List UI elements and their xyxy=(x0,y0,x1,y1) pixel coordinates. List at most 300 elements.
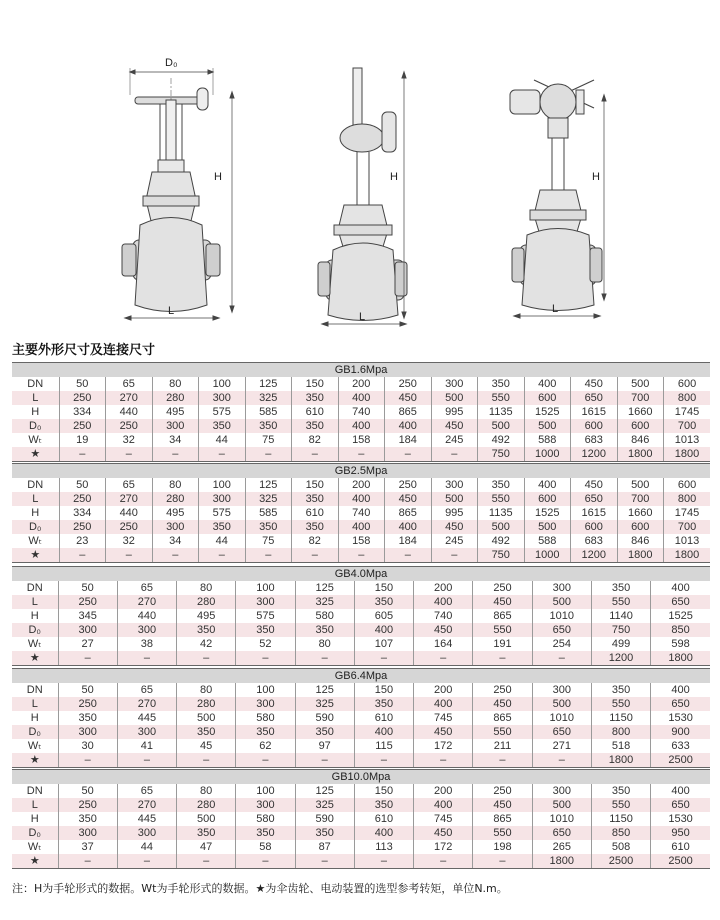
table-row xyxy=(12,697,710,711)
row-label: Wₜ xyxy=(12,637,58,651)
table-cell: 300 xyxy=(236,697,295,711)
table-cell: – xyxy=(338,447,385,462)
table-cell: 400 xyxy=(338,492,385,506)
table-cell: 350 xyxy=(58,812,117,826)
table-cell: 2500 xyxy=(591,854,650,869)
table-cell: – xyxy=(152,548,199,563)
table-cell: 113 xyxy=(354,840,413,854)
table-cell: 125 xyxy=(245,377,292,391)
table-cell: 325 xyxy=(295,798,354,812)
table-row xyxy=(12,405,710,419)
spec-table xyxy=(12,566,710,666)
table-cell: 100 xyxy=(236,784,295,798)
table-cell: – xyxy=(431,548,478,563)
table-cell: 350 xyxy=(478,377,525,391)
table-cell: 150 xyxy=(354,683,413,697)
table-cell: 1150 xyxy=(591,812,650,826)
table-cell: – xyxy=(338,548,385,563)
table-cell: 740 xyxy=(414,609,473,623)
row-label: ★ xyxy=(12,447,59,462)
table-cell: 740 xyxy=(338,506,385,520)
table-cell: 700 xyxy=(617,492,664,506)
table-cell: 350 xyxy=(591,683,650,697)
table-cell: 585 xyxy=(245,506,292,520)
l-dimension-label-3: L xyxy=(552,303,559,315)
table-cell: 683 xyxy=(571,534,618,548)
table-cell: 450 xyxy=(571,377,618,391)
table-cell: 650 xyxy=(532,826,591,840)
table-cell: 445 xyxy=(117,711,176,725)
table-cell: 300 xyxy=(431,377,478,391)
row-label: ★ xyxy=(12,854,58,869)
table-cell: 350 xyxy=(354,697,413,711)
table-cell: – xyxy=(414,753,473,768)
spec-table xyxy=(12,769,710,869)
table-cell: 300 xyxy=(152,520,199,534)
handwheel-valve-drawing xyxy=(122,68,234,320)
table-cell: 350 xyxy=(591,784,650,798)
table-cell: – xyxy=(295,651,354,666)
table-cell: 1200 xyxy=(571,548,618,563)
table-cell: 184 xyxy=(385,433,432,447)
table-cell: 550 xyxy=(591,798,650,812)
h-dimension-label-3: H xyxy=(592,171,600,183)
table-cell: 1010 xyxy=(532,609,591,623)
table-cell: 47 xyxy=(177,840,236,854)
table-cell: 500 xyxy=(177,711,236,725)
table-row xyxy=(12,595,710,609)
table-cell: 80 xyxy=(152,478,199,492)
row-label: L xyxy=(12,798,58,812)
table-cell: 325 xyxy=(245,391,292,405)
table-cell: 550 xyxy=(473,826,532,840)
table-cell: 950 xyxy=(651,826,710,840)
table-title: GB2.5Mpa xyxy=(12,464,710,479)
table-cell: 1525 xyxy=(524,506,571,520)
h-dimension-label-2: H xyxy=(390,171,398,183)
table-cell: 350 xyxy=(236,826,295,840)
table-cell: – xyxy=(177,651,236,666)
table-cell: 65 xyxy=(117,683,176,697)
table-cell: 250 xyxy=(106,520,153,534)
table-cell: 450 xyxy=(431,419,478,433)
table-row xyxy=(12,623,710,637)
row-label: Wₜ xyxy=(12,534,59,548)
table-cell: 400 xyxy=(338,391,385,405)
table-cell: 350 xyxy=(354,595,413,609)
table-cell: 1745 xyxy=(664,506,711,520)
table-cell: 250 xyxy=(385,478,432,492)
table-cell: 445 xyxy=(117,812,176,826)
table-cell: 1135 xyxy=(478,506,525,520)
table-cell: 65 xyxy=(117,581,176,595)
table-cell: 610 xyxy=(292,506,339,520)
table-cell: 610 xyxy=(354,812,413,826)
table-cell: 65 xyxy=(106,377,153,391)
table-cell: 700 xyxy=(664,520,711,534)
table-cell: 650 xyxy=(651,798,710,812)
table-cell: 280 xyxy=(177,595,236,609)
table-row xyxy=(12,492,710,506)
table-cell: 150 xyxy=(292,478,339,492)
table-cell: 58 xyxy=(236,840,295,854)
table-cell: 500 xyxy=(431,391,478,405)
table-cell: – xyxy=(292,447,339,462)
table-cell: 100 xyxy=(236,581,295,595)
table-cell: – xyxy=(59,447,106,462)
row-label: H xyxy=(12,405,59,419)
table-cell: – xyxy=(532,651,591,666)
table-row xyxy=(12,548,710,563)
table-cell: 150 xyxy=(292,377,339,391)
table-cell: 1150 xyxy=(591,711,650,725)
table-cell: 400 xyxy=(651,581,710,595)
table-cell: 683 xyxy=(571,433,618,447)
table-row xyxy=(12,520,710,534)
table-row xyxy=(12,725,710,739)
table-cell: 150 xyxy=(354,581,413,595)
table-cell: 500 xyxy=(478,419,525,433)
table-cell: – xyxy=(473,854,532,869)
table-cell: 250 xyxy=(385,377,432,391)
table-cell: 270 xyxy=(106,492,153,506)
table-cell: 450 xyxy=(385,391,432,405)
table-cell: 440 xyxy=(117,609,176,623)
table-row xyxy=(12,534,710,548)
table-cell: 80 xyxy=(177,581,236,595)
table-cell: 82 xyxy=(292,433,339,447)
table-row xyxy=(12,651,710,666)
table-cell: 1660 xyxy=(617,405,664,419)
table-cell: 400 xyxy=(354,623,413,637)
table-row xyxy=(12,609,710,623)
table-cell: 50 xyxy=(58,581,117,595)
table-cell: 115 xyxy=(354,739,413,753)
table-cell: 450 xyxy=(414,725,473,739)
table-cell: – xyxy=(59,548,106,563)
table-row xyxy=(12,739,710,753)
table-cell: 865 xyxy=(473,812,532,826)
table-cell: 450 xyxy=(414,623,473,637)
row-label: D₀ xyxy=(12,520,59,534)
table-cell: 600 xyxy=(664,377,711,391)
table-cell: 590 xyxy=(295,711,354,725)
table-cell: 1745 xyxy=(664,405,711,419)
table-cell: 588 xyxy=(524,433,571,447)
table-cell: – xyxy=(106,548,153,563)
table-cell: 80 xyxy=(177,683,236,697)
table-cell: 250 xyxy=(106,419,153,433)
table-cell: 345 xyxy=(58,609,117,623)
table-cell: – xyxy=(295,854,354,869)
table-cell: 500 xyxy=(617,377,664,391)
table-cell: 610 xyxy=(354,711,413,725)
table-cell: 400 xyxy=(385,520,432,534)
table-cell: 1800 xyxy=(532,854,591,869)
table-cell: 350 xyxy=(292,419,339,433)
table-cell: 50 xyxy=(59,377,106,391)
table-cell: 75 xyxy=(245,534,292,548)
table-cell: 1140 xyxy=(591,609,650,623)
table-cell: 325 xyxy=(295,697,354,711)
table-cell: 580 xyxy=(236,711,295,725)
table-cell: 350 xyxy=(292,520,339,534)
table-cell: 280 xyxy=(177,697,236,711)
table-cell: 254 xyxy=(532,637,591,651)
table-cell: 280 xyxy=(152,492,199,506)
table-cell: 590 xyxy=(295,812,354,826)
table-cell: 850 xyxy=(651,623,710,637)
table-cell: 32 xyxy=(106,433,153,447)
table-cell: 450 xyxy=(414,826,473,840)
table-cell: 125 xyxy=(295,581,354,595)
table-cell: 350 xyxy=(236,725,295,739)
table-cell: 1525 xyxy=(524,405,571,419)
table-cell: 499 xyxy=(591,637,650,651)
table-cell: – xyxy=(117,753,176,768)
table-cell: 600 xyxy=(571,520,618,534)
table-cell: 32 xyxy=(106,534,153,548)
table-cell: 125 xyxy=(245,478,292,492)
table-cell: 745 xyxy=(414,711,473,725)
table-cell: – xyxy=(385,548,432,563)
table-cell: 200 xyxy=(338,478,385,492)
table-cell: 1800 xyxy=(664,447,711,462)
table-cell: 750 xyxy=(591,623,650,637)
d0-dimension-label: D₀ xyxy=(165,57,178,69)
table-cell: 300 xyxy=(236,595,295,609)
table-cell: 350 xyxy=(478,478,525,492)
table-cell: 865 xyxy=(473,711,532,725)
table-cell: 800 xyxy=(591,725,650,739)
table-cell: 550 xyxy=(478,391,525,405)
table-cell: 350 xyxy=(245,419,292,433)
table-cell: 45 xyxy=(177,739,236,753)
table-cell: 82 xyxy=(292,534,339,548)
table-cell: 250 xyxy=(58,595,117,609)
table-cell: 27 xyxy=(58,637,117,651)
table-cell: 300 xyxy=(532,784,591,798)
table-cell: 1660 xyxy=(617,506,664,520)
table-cell: 334 xyxy=(59,405,106,419)
table-cell: 450 xyxy=(473,595,532,609)
table-cell: 350 xyxy=(199,520,246,534)
table-cell: – xyxy=(354,753,413,768)
table-cell: 1530 xyxy=(651,711,710,725)
row-label: DN xyxy=(12,377,59,391)
table-cell: 750 xyxy=(478,548,525,563)
l-dimension-label-2: L xyxy=(359,311,366,323)
table-cell: 1615 xyxy=(571,405,618,419)
table-cell: 650 xyxy=(571,391,618,405)
table-cell: 184 xyxy=(385,534,432,548)
table-row xyxy=(12,840,710,854)
table-cell: 100 xyxy=(236,683,295,697)
table-cell: 600 xyxy=(617,520,664,534)
table-cell: 172 xyxy=(414,840,473,854)
table-cell: 300 xyxy=(117,826,176,840)
table-cell: – xyxy=(199,548,246,563)
table-cell: 550 xyxy=(473,623,532,637)
table-cell: 700 xyxy=(617,391,664,405)
table-cell: 600 xyxy=(664,478,711,492)
table-cell: 740 xyxy=(338,405,385,419)
table-cell: 52 xyxy=(236,637,295,651)
table-cell: 610 xyxy=(651,840,710,854)
table-cell: 575 xyxy=(199,506,246,520)
table-title: GB6.4Mpa xyxy=(12,669,710,684)
table-cell: 350 xyxy=(354,798,413,812)
table-cell: 300 xyxy=(152,419,199,433)
table-row xyxy=(12,506,710,520)
table-cell: 250 xyxy=(59,492,106,506)
row-label: DN xyxy=(12,683,58,697)
table-cell: 400 xyxy=(524,377,571,391)
table-row xyxy=(12,391,710,405)
table-row xyxy=(12,581,710,595)
table-cell: 350 xyxy=(295,725,354,739)
table-cell: 250 xyxy=(59,419,106,433)
table-cell: – xyxy=(385,447,432,462)
table-cell: 200 xyxy=(414,784,473,798)
table-cell: 198 xyxy=(473,840,532,854)
row-label: DN xyxy=(12,581,58,595)
table-cell: 500 xyxy=(524,520,571,534)
table-cell: – xyxy=(473,753,532,768)
table-row xyxy=(12,433,710,447)
table-cell: – xyxy=(177,753,236,768)
table-cell: – xyxy=(58,854,117,869)
table-cell: 50 xyxy=(58,683,117,697)
table-cell: 19 xyxy=(59,433,106,447)
table-cell: 1525 xyxy=(651,609,710,623)
table-cell: 400 xyxy=(414,697,473,711)
table-cell: 44 xyxy=(117,840,176,854)
table-cell: – xyxy=(106,447,153,462)
table-cell: 518 xyxy=(591,739,650,753)
table-row xyxy=(12,784,710,798)
spec-table xyxy=(12,463,710,563)
table-cell: – xyxy=(152,447,199,462)
table-cell: 300 xyxy=(532,581,591,595)
bevel-gear-valve-drawing xyxy=(318,68,407,326)
table-cell: 600 xyxy=(617,419,664,433)
table-cell: 200 xyxy=(414,683,473,697)
table-cell: 865 xyxy=(473,609,532,623)
table-cell: – xyxy=(177,854,236,869)
table-cell: 44 xyxy=(199,534,246,548)
table-cell: 508 xyxy=(591,840,650,854)
table-cell: 350 xyxy=(199,419,246,433)
table-cell: 500 xyxy=(177,812,236,826)
table-cell: 125 xyxy=(295,784,354,798)
table-cell: 450 xyxy=(473,798,532,812)
row-label: Wₜ xyxy=(12,433,59,447)
row-label: L xyxy=(12,595,58,609)
table-cell: 41 xyxy=(117,739,176,753)
table-cell: 325 xyxy=(295,595,354,609)
table-cell: 495 xyxy=(152,506,199,520)
table-cell: 500 xyxy=(478,520,525,534)
table-row xyxy=(12,447,710,462)
row-label: D₀ xyxy=(12,419,59,433)
table-cell: 250 xyxy=(58,697,117,711)
table-cell: 350 xyxy=(177,623,236,637)
table-cell: 1013 xyxy=(664,534,711,548)
row-label: H xyxy=(12,711,58,725)
table-cell: 1615 xyxy=(571,506,618,520)
table-row xyxy=(12,478,710,492)
table-cell: 650 xyxy=(651,697,710,711)
table-cell: 400 xyxy=(524,478,571,492)
table-cell: 334 xyxy=(59,506,106,520)
table-cell: 172 xyxy=(414,739,473,753)
table-cell: 80 xyxy=(152,377,199,391)
table-cell: 280 xyxy=(152,391,199,405)
l-dimension-label: L xyxy=(168,305,175,317)
table-cell: 745 xyxy=(414,812,473,826)
table-cell: 400 xyxy=(354,725,413,739)
table-cell: 450 xyxy=(571,478,618,492)
table-cell: 1010 xyxy=(532,711,591,725)
table-cell: 350 xyxy=(236,623,295,637)
row-label: Wₜ xyxy=(12,739,58,753)
table-cell: 600 xyxy=(571,419,618,433)
table-cell: 400 xyxy=(385,419,432,433)
table-cell: 350 xyxy=(177,826,236,840)
table-cell: 300 xyxy=(236,798,295,812)
table-cell: 650 xyxy=(571,492,618,506)
table-cell: 400 xyxy=(338,419,385,433)
table-cell: – xyxy=(245,548,292,563)
table-cell: 2500 xyxy=(651,753,710,768)
table-row xyxy=(12,377,710,391)
table-cell: 800 xyxy=(664,391,711,405)
table-cell: 440 xyxy=(106,405,153,419)
table-cell: 1000 xyxy=(524,447,571,462)
table-cell: 633 xyxy=(651,739,710,753)
table-cell: 300 xyxy=(58,623,117,637)
table-row xyxy=(12,753,710,768)
table-cell: 2500 xyxy=(651,854,710,869)
valve-drawings xyxy=(0,0,720,335)
table-cell: 1530 xyxy=(651,812,710,826)
table-cell: 575 xyxy=(199,405,246,419)
table-cell: 300 xyxy=(58,826,117,840)
table-cell: 1800 xyxy=(617,548,664,563)
table-cell: 270 xyxy=(117,595,176,609)
table-cell: 605 xyxy=(354,609,413,623)
table-cell: – xyxy=(58,651,117,666)
table-cell: 250 xyxy=(473,581,532,595)
table-cell: 350 xyxy=(295,623,354,637)
row-label: L xyxy=(12,697,58,711)
table-cell: – xyxy=(354,854,413,869)
table-cell: 580 xyxy=(295,609,354,623)
table-row xyxy=(12,637,710,651)
row-label: D₀ xyxy=(12,623,58,637)
table-cell: 62 xyxy=(236,739,295,753)
table-cell: 865 xyxy=(385,506,432,520)
table-cell: – xyxy=(473,651,532,666)
table-cell: – xyxy=(236,651,295,666)
table-cell: 125 xyxy=(295,683,354,697)
table-cell: 34 xyxy=(152,433,199,447)
table-cell: 450 xyxy=(473,697,532,711)
row-label: D₀ xyxy=(12,725,58,739)
spec-table xyxy=(12,668,710,768)
electric-actuator-valve-drawing xyxy=(510,80,606,318)
